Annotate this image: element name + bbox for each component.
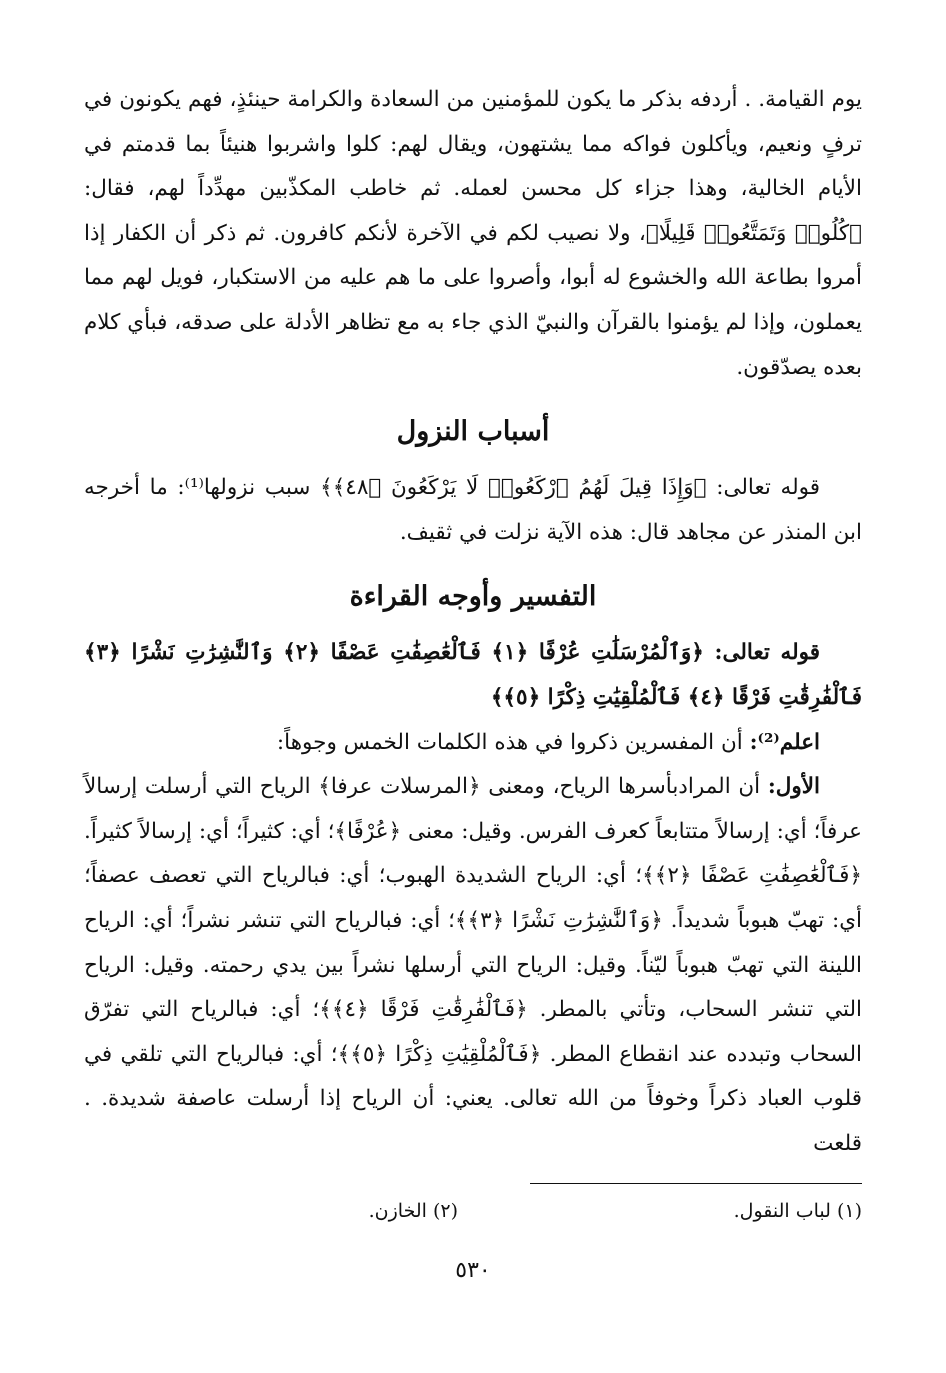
page-number: ٥٣٠ [455, 1258, 491, 1283]
first-view-text: أن المرادبأسرها الرياح، ومعنى ﴿المرسلات عرفا﴾ الرياح التي أرسلت إرسالاً عرفاً؛ أي: إرسالاً متتابعاً كعرف الفرس. وقيل: معنى ﴿عُرْفًا﴾؛ أي: كثيراً؛ أي: إرسالاً كثيراً. ﴿فَٱلْعَٰصِفَٰتِ عَصْفًا ﴿٢﴾﴾؛ أي: الرياح الشديدة الهبوب؛ أي: فبالرياح التي تعصف عصفاً؛ أي: تهبّ هبوباً شديداً. ﴿وَٱلنَّٰشِرَٰتِ نَشْرًا ﴿٣﴾﴾؛ أي: فبالرياح التي تنشر نشراً؛ أي: الرياح اللينة التي تهبّ هبوباً ليّناً. وقيل: الرياح التي أرسلها نشراً بين يدي رحمته. وقيل: الرياح التي تنشر السحاب، وتأتي بالمطر. ﴿فَٱلْفَٰرِقَٰتِ فَرْقًا ﴿٤﴾﴾؛ أي: فبالرياح التي تفرّق السحاب وتبدده عند انقطاع المطر. ﴿فَٱلْمُلْقِيَٰتِ ذِكْرًا ﴿٥﴾﴾؛ أي: فبالرياح التي تلقي في قلوب العباد ذكراً وخوفاً من الله تعالى. يعني: أن الرياح إذا أرسلت عاصفة شديدة. . قلعت [84, 774, 862, 1156]
footnote-separator [530, 1183, 862, 1184]
tafsir-verse-paragraph: قوله تعالى: ﴿وَٱلْمُرْسَلَٰتِ عُرْفًا ﴿١﴾ فَٱلْعَٰصِفَٰتِ عَصْفًا ﴿٢﴾ وَٱلنَّٰشِرَٰتِ نَشْرًا ﴿٣﴾ فَٱلْفَٰرِقَٰتِ فَرْقًا ﴿٤﴾ فَٱلْمُلْقِيَٰتِ ذِكْرًا ﴿٥﴾﴾ [84, 640, 862, 710]
first-view-paragraph [84, 765, 862, 1166]
section-heading-asbab: أسباب النزول [396, 416, 550, 448]
intro-paragraph: يوم القيامة. . أردفه بذكر ما يكون للمؤمنين من السعادة والكرامة حينئذٍ، فهم يكونون في ترفٍ ونعيم، ويأكلون فواكه مما يشتهون، ويقال لهم: كلوا واشربوا هنيئاً بما قدمتم في الأيام الخالية، وهذا جزاء كل محسن لعمله. ثم خاطب المكذّبين مهدِّداً لهم، فقال: ﴿كُلُوا۟ وَتَمَتَّعُوا۟ قَلِيلًا﴾، ولا نصيب لكم في الآخرة لأنكم كافرون. ثم ذكر أن الكفار إذا أمروا بطاعة الله والخشوع له أبوا، وأصروا على ما هم عليه من الاستكبار، فويل لهم مما يعملون، وإذا لم يؤمنوا بالقرآن والنبيّ الذي جاء به مع تظاهر الأدلة على صدقه، فبأي كلام بعده يصدّقون. [84, 87, 862, 380]
alam-paragraph [84, 721, 862, 766]
asbab-paragraph: قوله تعالى: ﴿وَإِذَا قِيلَ لَهُمُ ٱرْكَعُوا۟ لَا يَرْكَعُونَ ﴿٤٨﴾﴾ سبب نزولها⁽¹⁾: ما أخرجه ابن المنذر عن مجاهد قال: هذه الآية نزلت في ثقيف. [84, 475, 862, 545]
first-view-label: الأول: [767, 774, 820, 800]
alam-text: أن المفسرين ذكروا في هذه الكلمات الخمس وجوهاً: [276, 729, 750, 755]
footnote-1: (١) لباب النقول. [733, 1200, 862, 1222]
section-heading-tafsir: التفسير وأوجه القراءة [349, 581, 597, 613]
alam-label: اعلم⁽²⁾: [749, 729, 820, 755]
footnote-2: (٢) الخازن. [368, 1200, 458, 1222]
